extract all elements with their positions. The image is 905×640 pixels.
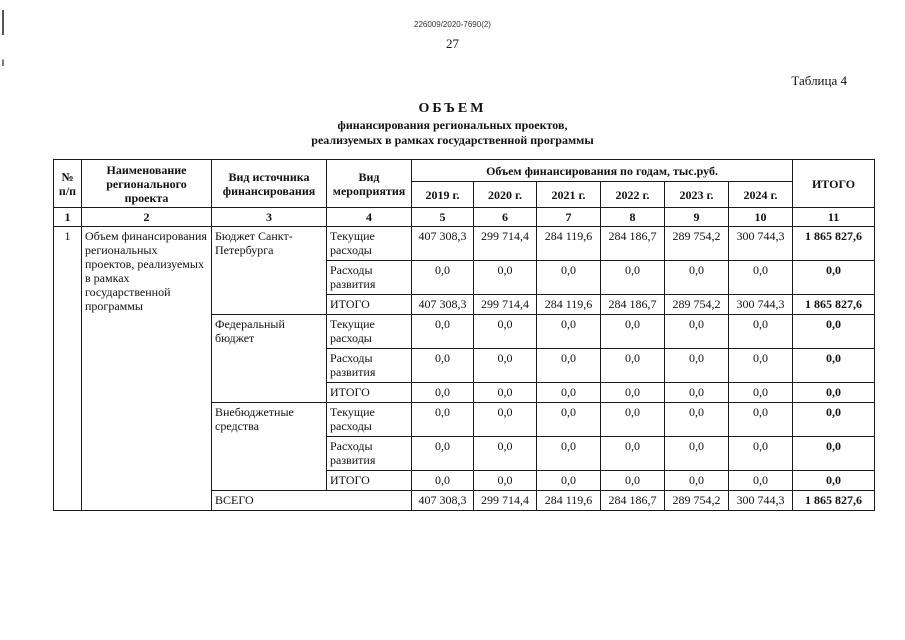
year-value: 407 308,3 [412, 295, 474, 315]
table-row [54, 227, 875, 261]
year-value: 0,0 [665, 471, 729, 491]
header-funding: Объем финансирования по годам, тыс.руб. [412, 160, 793, 182]
row-total: 0,0 [793, 349, 875, 383]
year-value: 300 744,3 [729, 295, 793, 315]
year-value: 0,0 [729, 471, 793, 491]
column-number: 3 [212, 208, 327, 227]
year-value: 0,0 [412, 383, 474, 403]
year-value: 299 714,4 [474, 227, 537, 261]
header-year: 2021 г. [537, 182, 601, 208]
row-total: 0,0 [793, 383, 875, 403]
header-year: 2022 г. [601, 182, 665, 208]
year-value: 0,0 [601, 383, 665, 403]
funding-source: Бюджет Санкт-Петербурга [212, 227, 327, 315]
year-value: 0,0 [729, 383, 793, 403]
activity-type: Текущие расходы [327, 403, 412, 437]
header-project: Наименование регионального проекта [82, 160, 212, 208]
row-total: 0,0 [793, 403, 875, 437]
activity-type: Расходы развития [327, 261, 412, 295]
year-value: 0,0 [729, 261, 793, 295]
header-source: Вид источника финансирования [212, 160, 327, 208]
column-number: 5 [412, 208, 474, 227]
year-value: 0,0 [665, 349, 729, 383]
year-value: 0,0 [729, 349, 793, 383]
year-value: 0,0 [537, 315, 601, 349]
year-value: 0,0 [537, 471, 601, 491]
year-value: 0,0 [537, 349, 601, 383]
year-value: 0,0 [601, 315, 665, 349]
funding-source: Внебюджетные средства [212, 403, 327, 491]
year-value: 407 308,3 [412, 227, 474, 261]
year-value: 0,0 [665, 403, 729, 437]
year-value: 0,0 [537, 261, 601, 295]
column-number: 4 [327, 208, 412, 227]
activity-type: ИТОГО [327, 383, 412, 403]
row-total: 0,0 [793, 471, 875, 491]
header-year: 2023 г. [665, 182, 729, 208]
row-total: 0,0 [793, 437, 875, 471]
year-value: 300 744,3 [729, 227, 793, 261]
year-value: 0,0 [474, 261, 537, 295]
document-subtitle [0, 118, 905, 148]
year-value: 0,0 [729, 437, 793, 471]
year-value: 0,0 [474, 315, 537, 349]
year-value: 0,0 [729, 403, 793, 437]
year-value: 0,0 [601, 261, 665, 295]
grand-total-value: 284 119,6 [537, 491, 601, 511]
activity-type: Расходы развития [327, 437, 412, 471]
activity-type: ИТОГО [327, 295, 412, 315]
grand-total-value: 407 308,3 [412, 491, 474, 511]
header-num: № п/п [54, 160, 82, 208]
year-value: 0,0 [537, 403, 601, 437]
subtitle-line-2: реализуемых в рамках государственной программы [311, 133, 594, 147]
year-value: 0,0 [412, 403, 474, 437]
column-number: 2 [82, 208, 212, 227]
year-value: 0,0 [601, 437, 665, 471]
year-value: 0,0 [665, 383, 729, 403]
column-number: 6 [474, 208, 537, 227]
header-year: 2020 г. [474, 182, 537, 208]
page-number: 27 [446, 36, 459, 51]
year-value: 0,0 [412, 471, 474, 491]
row-total: 0,0 [793, 315, 875, 349]
header-total: ИТОГО [793, 160, 875, 208]
subtitle-line-1: финансирования региональных проектов, [337, 118, 568, 132]
column-number: 10 [729, 208, 793, 227]
year-value: 0,0 [601, 349, 665, 383]
year-value: 284 186,7 [601, 227, 665, 261]
year-value: 289 754,2 [665, 295, 729, 315]
row-total: 0,0 [793, 261, 875, 295]
funding-source: Федеральный бюджет [212, 315, 327, 403]
row-total: 1 865 827,6 [793, 295, 875, 315]
column-number: 8 [601, 208, 665, 227]
funding-table [53, 159, 875, 511]
column-number: 1 [54, 208, 82, 227]
year-value: 0,0 [412, 261, 474, 295]
project-name: Объем финансирования региональных проектов, реализуемых в рамках государственной программы [82, 227, 212, 511]
table-header [54, 160, 875, 208]
header-year: 2019 г. [412, 182, 474, 208]
table-reference: Таблица 4 [791, 73, 847, 88]
document-code: 226009/2020-7690(2) [414, 20, 491, 29]
activity-type: ИТОГО [327, 471, 412, 491]
grand-total-value: 300 744,3 [729, 491, 793, 511]
grand-total-sum: 1 865 827,6 [793, 491, 875, 511]
year-value: 0,0 [601, 403, 665, 437]
row-total: 1 865 827,6 [793, 227, 875, 261]
grand-total-value: 289 754,2 [665, 491, 729, 511]
header-activity: Вид мероприятия [327, 160, 412, 208]
year-value: 299 714,4 [474, 295, 537, 315]
grand-total-label: ВСЕГО [212, 491, 412, 511]
year-value: 284 186,7 [601, 295, 665, 315]
column-number-row [54, 208, 875, 227]
year-value: 0,0 [601, 471, 665, 491]
column-number: 11 [793, 208, 875, 227]
year-value: 0,0 [537, 437, 601, 471]
activity-type: Расходы развития [327, 349, 412, 383]
header-year: 2024 г. [729, 182, 793, 208]
year-value: 0,0 [729, 315, 793, 349]
table-body [54, 208, 875, 511]
grand-total-value: 284 186,7 [601, 491, 665, 511]
year-value: 0,0 [665, 437, 729, 471]
year-value: 0,0 [474, 471, 537, 491]
column-number: 7 [537, 208, 601, 227]
year-value: 0,0 [474, 437, 537, 471]
year-value: 284 119,6 [537, 227, 601, 261]
year-value: 289 754,2 [665, 227, 729, 261]
activity-type: Текущие расходы [327, 315, 412, 349]
year-value: 0,0 [665, 315, 729, 349]
year-value: 284 119,6 [537, 295, 601, 315]
year-value: 0,0 [412, 315, 474, 349]
activity-type: Текущие расходы [327, 227, 412, 261]
year-value: 0,0 [412, 349, 474, 383]
document-title: ОБЪЕМ [418, 101, 487, 116]
year-value: 0,0 [474, 403, 537, 437]
year-value: 0,0 [474, 349, 537, 383]
year-value: 0,0 [665, 261, 729, 295]
year-value: 0,0 [537, 383, 601, 403]
grand-total-value: 299 714,4 [474, 491, 537, 511]
column-number: 9 [665, 208, 729, 227]
year-value: 0,0 [474, 383, 537, 403]
year-value: 0,0 [412, 437, 474, 471]
project-number: 1 [54, 227, 82, 511]
